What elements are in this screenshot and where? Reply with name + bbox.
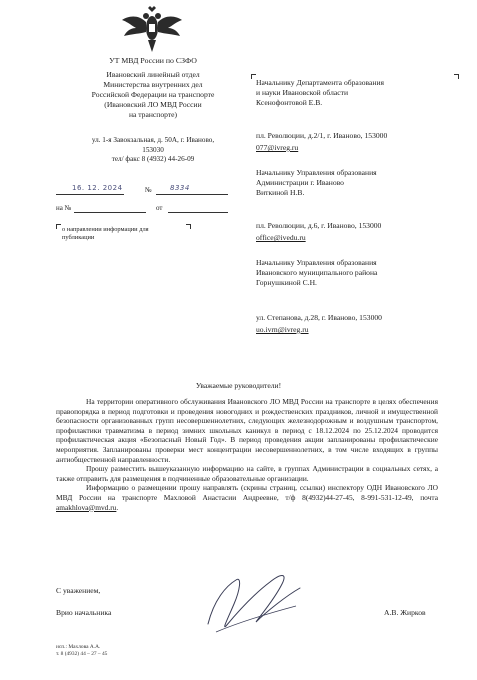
paragraph-3-text: Информацию о размещении прошу направлять (скрины страниц, ссылки) инспектору ОДН Ивановского ЛО МВД России на транспорте Махловой Анастасии Андреевне, т/ф 8(4932)44-27-45, 8-991-531-12-49, почта (56, 483, 438, 502)
recipient-line: Начальнику Управления образования (256, 258, 377, 267)
executor-name: исп.: Махлова А.А. (56, 644, 101, 650)
letter-date: 16. 12. 2024 (72, 184, 123, 192)
recipient-line: Ксенофонтовой Е.В. (256, 98, 323, 107)
org-line: Российской Федерации на транспорте (91, 90, 215, 99)
org-line: Ивановский линейный отдел (106, 70, 200, 79)
recipient-line: Начальнику Департамента образования (256, 78, 384, 87)
agency-name: УТ МВД России по СЗФО (109, 56, 197, 65)
recipient-1-address: пл. Революции, д.2/1, г. Иваново, 153000 (256, 131, 388, 140)
org-line: Министерства внутренних дел (103, 80, 203, 89)
handwritten-signature (196, 566, 316, 646)
recipient-line: Ивановского муниципального района (256, 268, 378, 277)
paragraph-3-end: . (116, 502, 119, 512)
contact-email[interactable]: amakhlova@mvd.ru (56, 502, 117, 512)
recipient-2-address: пл. Революции, д.6, г. Иваново, 153000 (256, 221, 382, 230)
reference-from-label: от (156, 204, 163, 212)
paragraph-2: Прошу разместить вышеуказанную информацию на сайте, в группах Администрации в социальных сетях, а также отправить для размещения в подчиненные образовательные организации. (56, 464, 438, 483)
org-phone: тел/ факс 8 (4932) 44-26-09 (111, 155, 195, 163)
subject-line: о направлении информации для (62, 226, 149, 233)
recipient-1-email[interactable]: 077@ivreg.ru (256, 143, 299, 152)
address-line: ул. 1-я Завокзальная, д. 50А, г. Иваново, (91, 136, 215, 144)
coat-of-arms-icon (120, 6, 184, 52)
signer-name: А.В. Жирков (384, 608, 426, 617)
subject (62, 226, 192, 242)
closing: С уважением, (56, 586, 101, 595)
org-address (70, 136, 236, 165)
recipient-line: Начальнику Управления образования (256, 168, 377, 177)
recipient-3-address: ул. Степанова, д.28, г. Иваново, 153000 (256, 313, 382, 322)
recipient-line: и науки Ивановской области (256, 88, 349, 97)
paragraph-1: На территории оперативного обслуживания Ивановского ЛО МВД России на транспорте в целях обеспечения правопорядка в период подготовки и проведения новогодних и рождественских праздников, личной и имущественной безопасности организованных групп несовершеннолетних, следующих железнодорожным и воздушным транспортом, профилактики травматизма в период зимних школьных каникул в период с 18.12.2024 по 25.12.2024 проводится профилактическая акция «Безопасный Новый Год». В период проведения акции запланированы профилактические мероприятия. Запланированы проверки мест концентрации несовершеннолетних, в том числе входящих в группы антиобщественной направленности. (56, 397, 438, 464)
recipient-2 (256, 168, 456, 198)
recipient-2-email[interactable]: office@ivedu.ru (256, 233, 306, 242)
letter-greeting: Уважаемые руководители! (195, 381, 282, 390)
recipient-line: Виткиной Н.В. (256, 188, 305, 197)
paragraph-3 (56, 483, 438, 512)
letter-number: 8334 (170, 184, 190, 192)
org-line: (Ивановский ЛО МВД России (104, 100, 202, 109)
recipient-line: Администрации г. Иваново (256, 178, 344, 187)
recipient-1 (256, 78, 456, 108)
executor-phone: т. 8 (4932) 44 – 27 – 45 (56, 651, 108, 657)
org-name (70, 70, 236, 120)
letter-body (56, 397, 438, 512)
recipient-3 (256, 258, 456, 288)
subject-line: публикации (62, 234, 95, 241)
signer-position: Врио начальника (56, 608, 112, 617)
executor (56, 644, 107, 658)
recipient-3-email[interactable]: uo.ivrn@ivreg.ru (256, 325, 309, 334)
address-line: 153030 (142, 145, 164, 154)
org-line: на транспорте) (128, 110, 178, 119)
number-label: № (145, 186, 152, 194)
reference-label: на № (56, 204, 72, 212)
recipient-line: Горнушкиной С.Н. (256, 278, 317, 287)
